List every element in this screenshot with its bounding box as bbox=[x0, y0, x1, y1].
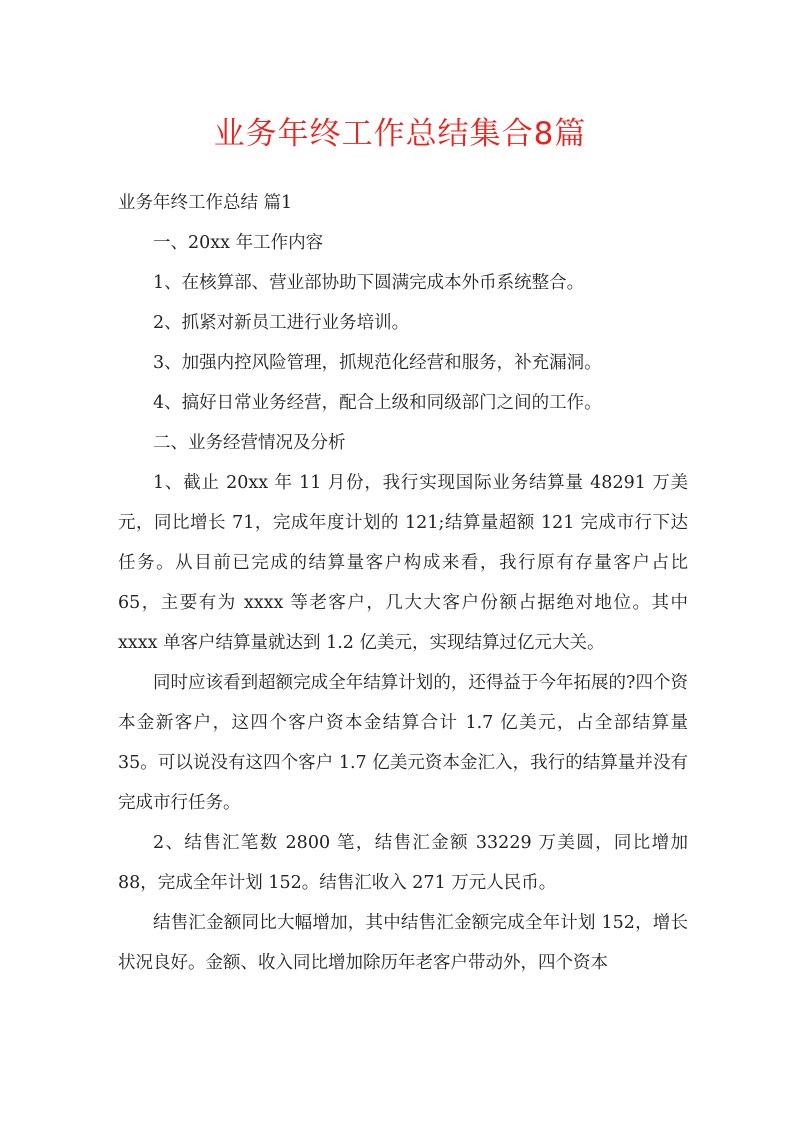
list-item: 1、在核算部、营业部协助下圆满完成本外币系统整合。 bbox=[153, 273, 585, 293]
body-paragraph: 1、截止 20xx 年 11 月份，我行实现国际业务结算量 48291 万美元，同比增长 71，完成年度计划的 121;结算量超额 121 完成市行下达任务。从目前已完成的结算量客户构成来看，我行原有存量客户占比 65，主要有为 xxxx 等老客户，几大大客户份额占据绝对地位。其中 xxxx 单客户结算量就达到 1.2 亿美元，实现结算过亿元大关。 bbox=[118, 473, 688, 653]
list-item: 3、加强内控风险管理，抓规范化经营和服务，补充漏洞。 bbox=[153, 353, 602, 373]
body-paragraph: 结售汇金额同比大幅增加，其中结售汇金额完成全年计划 152，增长状况良好。金额、收入同比增加除历年老客户带动外，四个资本 bbox=[118, 913, 688, 973]
document-body bbox=[118, 183, 688, 983]
subsection-heading: 二、业务经营情况及分析 bbox=[153, 433, 346, 453]
list-item: 4、搞好日常业务经营，配合上级和同级部门之间的工作。 bbox=[153, 393, 602, 413]
subsection-heading: 一、20xx 年工作内容 bbox=[153, 233, 324, 253]
body-paragraph: 同时应该看到超额完成全年结算计划的，还得益于今年拓展的?四个资本金新客户，这四个客户资本金结算合计 1.7 亿美元，占全部结算量 35。可以说没有这四个客户 1.7 亿美元资本金汇入，我行的结算量并没有完成市行任务。 bbox=[118, 673, 688, 813]
document-title: 业务年终工作总结集合8篇 bbox=[213, 116, 587, 152]
list-item: 2、抓紧对新员工进行业务培训。 bbox=[153, 313, 410, 333]
body-paragraph: 2、结售汇笔数 2800 笔，结售汇金额 33229 万美圆，同比增加 88，完成全年计划 152。结售汇收入 271 万元人民币。 bbox=[118, 833, 688, 893]
section-heading: 业务年终工作总结 篇1 bbox=[118, 193, 293, 213]
